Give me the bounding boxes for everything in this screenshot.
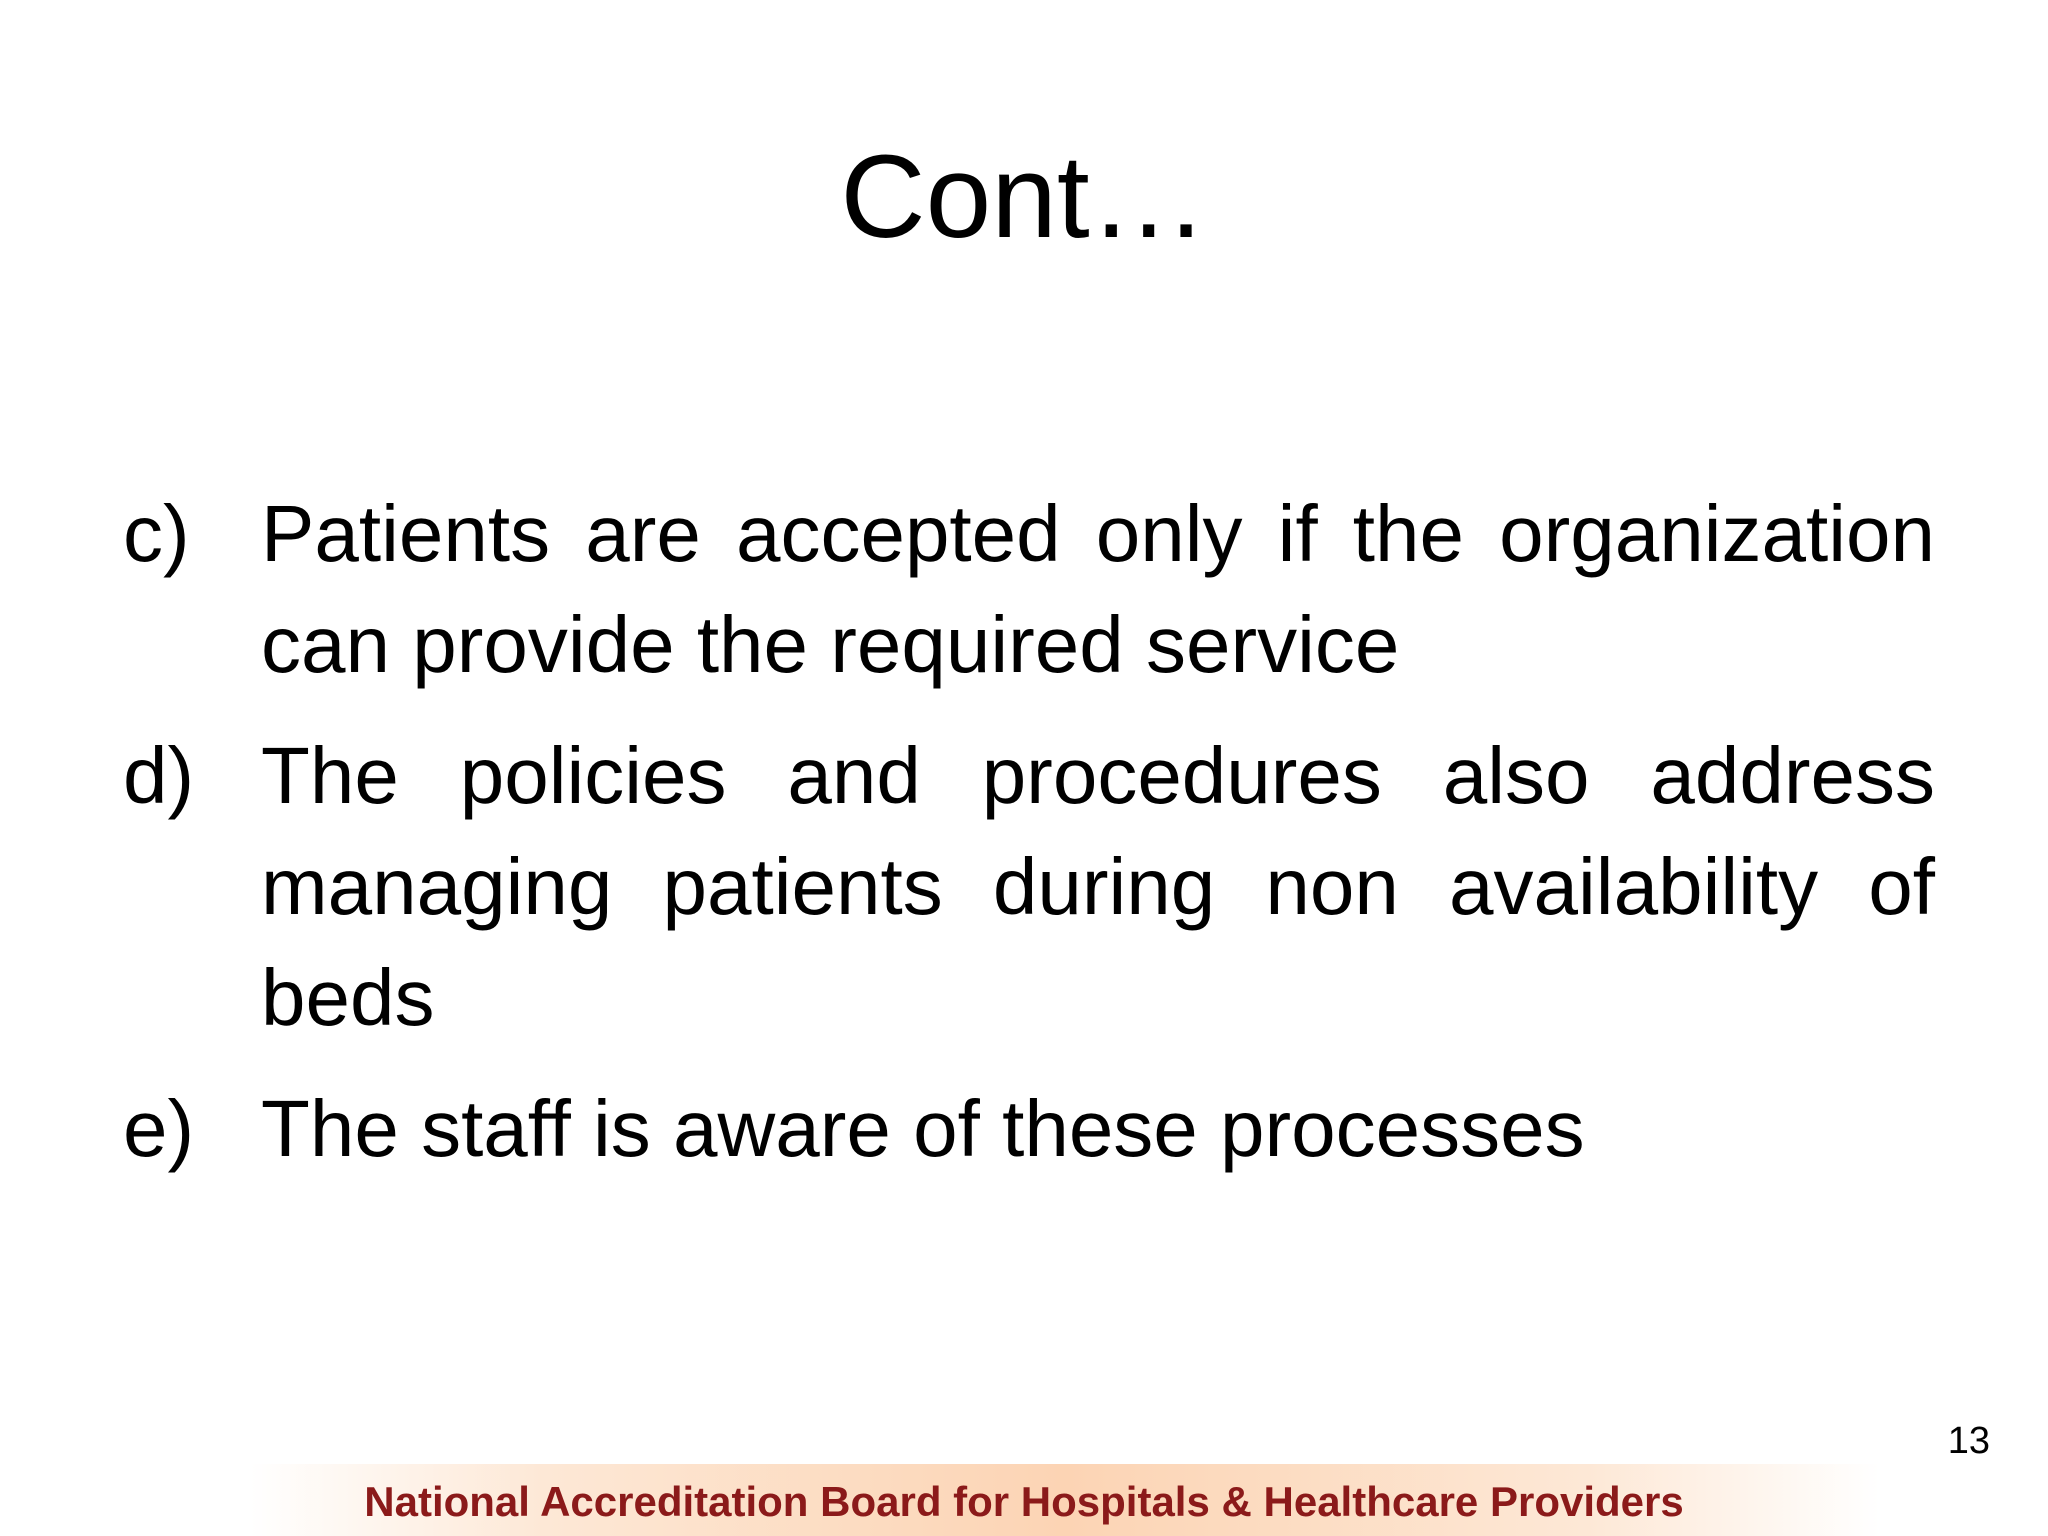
list-marker: e) [123, 1084, 195, 1173]
list-item [123, 1073, 1935, 1184]
footer-organization-name: National Accreditation Board for Hospitals & Healthcare Providers [364, 1478, 1684, 1525]
list-item [123, 720, 1935, 1053]
list-item-text: The staff is aware of these processes [261, 1084, 1585, 1173]
page-number: 13 [1947, 1420, 1990, 1462]
list-marker: d) [123, 731, 195, 820]
slide-title: Cont… [840, 131, 1208, 263]
list-item [123, 478, 1935, 700]
list-item-text: The policies and procedures also address managing patients during non availability of beds [261, 731, 1935, 1042]
list-item-text: Patients are accepted only if the organization can provide the required service [261, 489, 1935, 689]
list-marker: c) [123, 489, 190, 578]
content-list [123, 478, 1935, 1184]
